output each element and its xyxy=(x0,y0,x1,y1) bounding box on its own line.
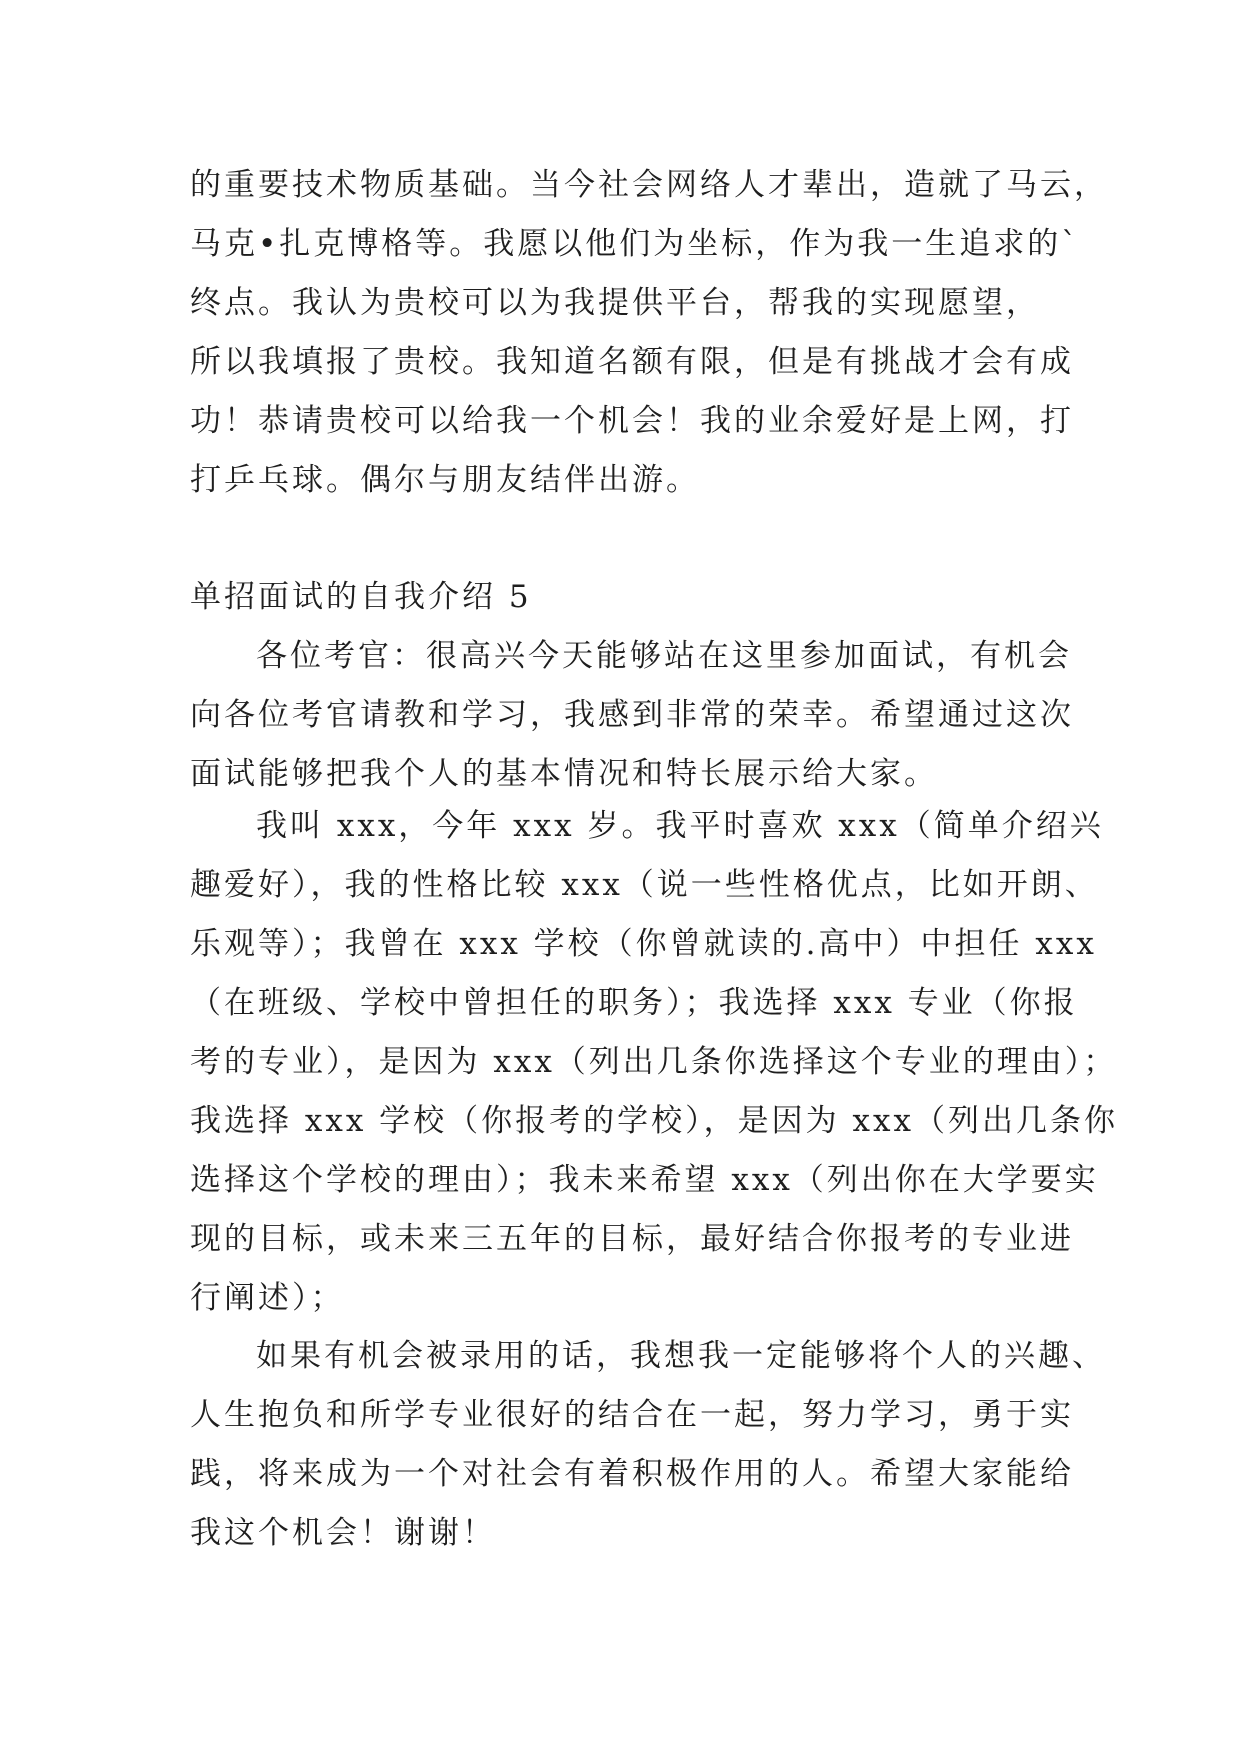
text-line: 行阐述）； xyxy=(190,1280,345,1316)
text-line: 如果有机会被录用的话，我想我一定能够将个人的兴趣、 xyxy=(256,1338,1106,1374)
text-line: 所以我填报了贵校。我知道名额有限，但是有挑战才会有成 xyxy=(190,344,1074,380)
text-line: 各位考官：很高兴今天能够站在这里参加面试，有机会 xyxy=(256,638,1072,674)
text-line: 我这个机会！谢谢！ xyxy=(190,1515,496,1551)
introduction-paragraph xyxy=(190,797,1118,1328)
text-line: 功！恭请贵校可以给我一个机会！我的业余爱好是上网，打 xyxy=(190,403,1074,439)
greeting-paragraph xyxy=(190,627,1074,804)
text-line: 我选择 xxx 学校（你报考的学校），是因为 xxx（列出几条你 xyxy=(190,1103,1118,1139)
text-line: 马克•扎克博格等。我愿以他们为坐标，作为我一生追求的` xyxy=(190,226,1080,262)
text-line: 的重要技术物质基础。当今社会网络人才辈出，造就了马云， xyxy=(190,167,1108,203)
text-line: 我叫 xxx，今年 xxx 岁。我平时喜欢 xxx（简单介绍兴 xyxy=(256,808,1104,844)
text-line: （在班级、学校中曾担任的职务）；我选择 xxx 专业（你报 xyxy=(190,985,1078,1021)
text-line: 打乒乓球。偶尔与朋友结伴出游。 xyxy=(190,462,700,498)
text-line: 向各位考官请教和学习，我感到非常的荣幸。希望通过这次 xyxy=(190,697,1074,733)
section-heading-text: 单招面试的自我介绍 5 xyxy=(190,579,532,615)
section-heading xyxy=(190,568,1060,627)
continuation-paragraph xyxy=(190,156,1108,510)
text-line: 考的专业），是因为 xxx（列出几条你选择这个专业的理由）； xyxy=(190,1044,1118,1080)
text-line: 终点。我认为贵校可以为我提供平台，帮我的实现愿望， xyxy=(190,285,1040,321)
text-line: 人生抱负和所学专业很好的结合在一起，努力学习，勇于实 xyxy=(190,1397,1074,1433)
text-line: 趣爱好），我的性格比较 xxx（说一些性格优点，比如开朗、 xyxy=(190,867,1099,903)
text-line: 面试能够把我个人的基本情况和特长展示给大家。 xyxy=(190,756,938,792)
text-line: 选择这个学校的理由）；我未来希望 xxx（列出你在大学要实 xyxy=(190,1162,1099,1198)
closing-paragraph xyxy=(190,1327,1106,1563)
text-line: 现的目标，或未来三五年的目标，最好结合你报考的专业进 xyxy=(190,1221,1074,1257)
text-line: 践，将来成为一个对社会有着积极作用的人。希望大家能给 xyxy=(190,1456,1074,1492)
text-line: 乐观等）；我曾在 xxx 学校（你曾就读的.高中）中担任 xxx xyxy=(190,926,1097,962)
